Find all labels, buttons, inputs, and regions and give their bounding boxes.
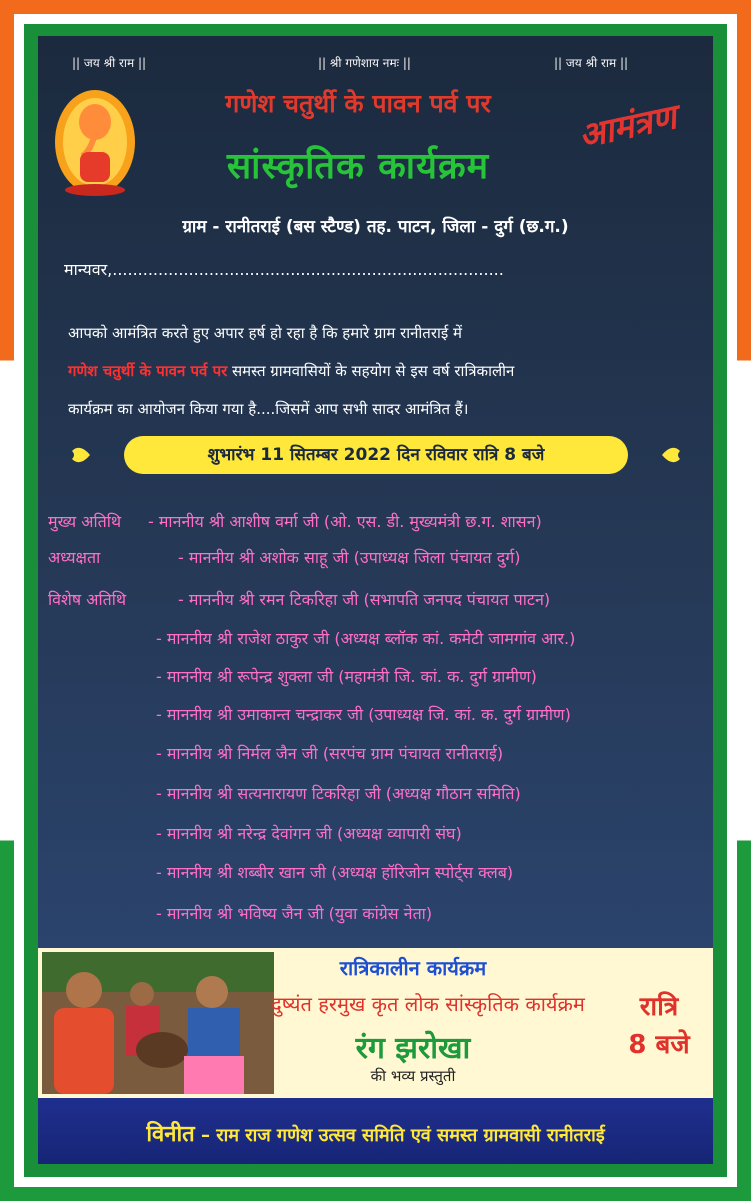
invitation-line-2-rest: समस्त ग्रामवासियों के सहयोग से इस वर्ष रात्रिकालीन bbox=[227, 362, 515, 380]
invitation-line-3: कार्यक्रम का आयोजन किया गया है....जिसमें आप सभी सादर आमंत्रित हैं। bbox=[68, 400, 469, 418]
invitation-card bbox=[38, 36, 713, 1164]
guest-name: - माननीय श्री निर्मल जैन जी bbox=[156, 744, 318, 763]
guest-name: - माननीय श्री रमन टिकरिहा जी bbox=[178, 590, 359, 609]
performers-photo bbox=[42, 952, 274, 1094]
guest-name: - माननीय श्री अशोक साहू जी bbox=[178, 548, 349, 567]
festival-highlight: गणेश चतुर्थी के पावन पर्व पर bbox=[68, 362, 228, 380]
ornament-left-icon bbox=[70, 441, 122, 469]
salutation: मान्यवर,............................................................................. bbox=[64, 260, 504, 279]
guest-name: - माननीय श्री नरेन्द्र देवांगन जी bbox=[156, 824, 332, 843]
guest-row bbox=[156, 822, 462, 844]
title-line-1: गणेश चतुर्थी के पावन पर्व पर bbox=[225, 89, 491, 118]
title-line-2: सांस्कृतिक कार्यक्रम bbox=[226, 146, 490, 187]
guest-role: (अध्यक्ष व्यापारी संघ) bbox=[331, 824, 462, 843]
guest-row bbox=[178, 588, 550, 610]
center-mantra: || श्री गणेशाय नमः || bbox=[318, 56, 411, 70]
guest-row bbox=[156, 782, 521, 804]
time-label: रात्रि bbox=[639, 992, 679, 1022]
footer-bar bbox=[38, 1098, 713, 1164]
night-program-band bbox=[38, 948, 713, 1098]
guest-name: - माननीय श्री शब्बीर खान जी bbox=[156, 863, 327, 882]
guest-role: (महामंत्री जि. कां. क. दुर्ग ग्रामीण) bbox=[333, 667, 537, 686]
organizer-text: – राम राज गणेश उत्सव समिति एवं समस्त ग्रामवासी रानीतराई bbox=[194, 1125, 605, 1146]
guest-role: (अध्यक्ष ब्लॉक कां. कमेटी जामगांव आर.) bbox=[329, 629, 576, 648]
guest-row bbox=[156, 742, 503, 764]
show-name: रंग झरोखा bbox=[355, 1031, 471, 1066]
night-program-subtitle: दुष्यंत हरमुख कृत लोक सांस्कृतिक कार्यक्रम bbox=[271, 992, 585, 1016]
guest-row bbox=[178, 546, 521, 568]
guest-role: (अध्यक्ष गौठान समिति) bbox=[380, 784, 521, 803]
right-mantra: || जय श्री राम || bbox=[554, 56, 629, 70]
guest-row bbox=[156, 703, 571, 725]
guest-row bbox=[156, 627, 575, 649]
time-value: 8 बजे bbox=[628, 1030, 690, 1060]
date-banner bbox=[66, 434, 686, 476]
vinit-label: विनीत bbox=[146, 1122, 195, 1147]
guest-row bbox=[156, 665, 537, 687]
night-program-title: रात्रिकालीन कार्यक्रम bbox=[339, 956, 487, 980]
ganesh-image bbox=[52, 82, 138, 198]
guest-role: (उपाध्यक्ष जि. कां. क. दुर्ग ग्रामीण) bbox=[363, 705, 571, 724]
guest-label: विशेष अतिथि bbox=[48, 590, 127, 609]
presentation-line: की भव्य प्रस्तुती bbox=[370, 1067, 456, 1085]
night-time bbox=[617, 988, 701, 1064]
guest-role: (सभापति जनपद पंचायत पाटन) bbox=[358, 590, 551, 609]
invitation-paragraph bbox=[68, 314, 688, 428]
guest-role: (अध्यक्ष हॉरिजोन स्पोर्ट्स क्लब) bbox=[326, 863, 514, 882]
guest-label: मुख्य अतिथि bbox=[48, 512, 122, 531]
guest-name: - माननीय श्री आशीष वर्मा जी bbox=[148, 512, 319, 531]
guest-name: - माननीय श्री राजेश ठाकुर जी bbox=[156, 629, 330, 648]
guest-name: - माननीय श्री सत्यनारायण टिकरिहा जी bbox=[156, 784, 381, 803]
invitation-line-2 bbox=[68, 352, 688, 390]
guest-name: - माननीय श्री रूपेन्द्र शुक्ला जी bbox=[156, 667, 334, 686]
guest-row bbox=[156, 861, 513, 883]
invitation-line-1: आपको आमंत्रित करते हुए अपार हर्ष हो रहा है कि हमारे ग्राम रानीतराई में bbox=[68, 324, 462, 342]
village-line: ग्राम - रानीतराई (बस स्टैण्ड) तह. पाटन, जिला - दुर्ग (छ.ग.) bbox=[182, 217, 569, 237]
guest-role: (ओ. एस. डी. मुख्यमंत्री छ.ग. शासन) bbox=[318, 512, 542, 531]
guest-role: (सरपंच ग्राम पंचायत रानीतराई) bbox=[317, 744, 504, 763]
guest-name: - माननीय श्री भविष्य जैन जी bbox=[156, 904, 324, 923]
amantran-script: आमंत्रण bbox=[575, 97, 680, 157]
guest-row bbox=[156, 902, 432, 924]
banner-text: शुभारंभ 11 सितम्बर 2022 दिन रविवार रात्रि 8 बजे bbox=[207, 445, 545, 465]
guest-role: (युवा कांग्रेस नेता) bbox=[323, 904, 433, 923]
footer-text bbox=[38, 1118, 713, 1148]
guest-row bbox=[148, 510, 542, 532]
guest-role: (उपाध्यक्ष जिला पंचायत दुर्ग) bbox=[348, 548, 521, 567]
ornament-right-icon bbox=[630, 441, 682, 469]
guest-label: अध्यक्षता bbox=[48, 548, 101, 567]
left-mantra: || जय श्री राम || bbox=[72, 56, 147, 70]
guest-name: - माननीय श्री उमाकान्त चन्द्राकर जी bbox=[156, 705, 364, 724]
